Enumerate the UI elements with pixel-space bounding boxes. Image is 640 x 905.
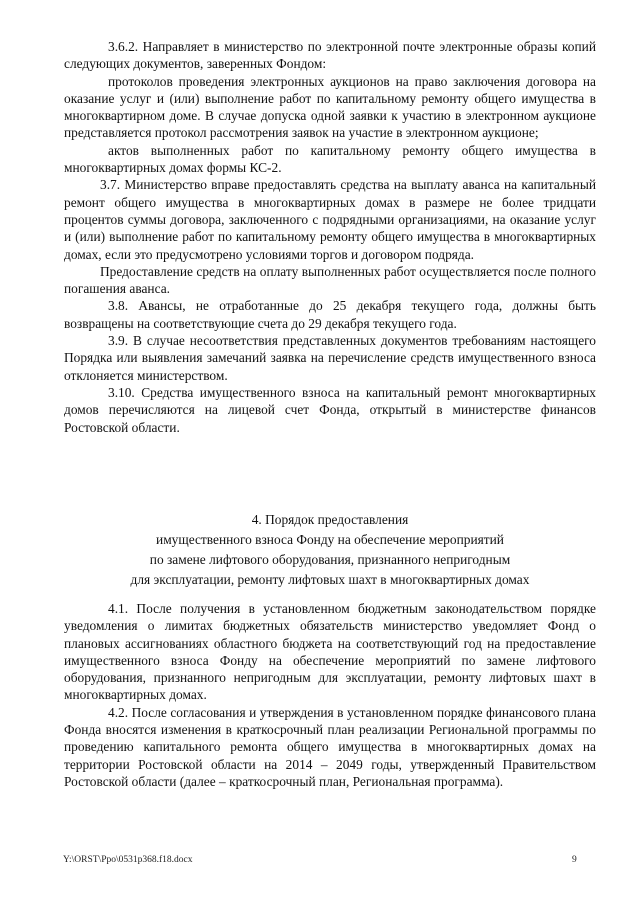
section-3-body <box>64 38 596 436</box>
footer-file-path: Y:\ORST\Ppo\0531p368.f18.docx <box>63 855 193 865</box>
heading-line-2: имущественного взноса Фонду на обеспечение мероприятий <box>156 532 504 547</box>
paragraph-3-7: 3.7. Министерство вправе предоставлять средства на выплату аванса на капитальный ремонт общего имущества в многоквартирных домах в размере не более тридцати процентов суммы договора, заключенного с подрядными организациями, на оказание услуг и (или) выполнение работ по капитальному ремонту общего имущества в многоквартирных домах, если это предусмотрено условиями торгов и договором подряда. <box>64 177 596 262</box>
paragraph-4-1: 4.1. После получения в установленном бюджетным законодательством порядке уведомления о лимитах бюджетных обязательств министерство уведомляет Фонд о плановых ассигнованиях областного бюджета на соответствующий год на предоставление имущественного взноса Фонду на обеспечение мероприятий по замене лифтового оборудования, признанного непригодным для эксплуатации, ремонту лифтовых шахт в многоквартирных домах. <box>64 601 596 703</box>
paragraph-3-6-2-acts: актов выполненных работ по капитальному ремонту общего имущества в многоквартирных домах формы КС-2. <box>64 142 596 176</box>
paragraph-3-9: 3.9. В случае несоответствия представленных документов требованиям настоящего Порядка или выявления замечаний заявка на перечисление средств имущественного взноса отклоняется министерством. <box>64 333 596 383</box>
paragraph-4-2: 4.2. После согласования и утверждения в установленном порядке финансового плана Фонда вносятся изменения в краткосрочный план реализации Региональной программы по проведению капитального ремонта общего имущества в многоквартирных домах на территории Ростовской области на 2014 – 2049 годы, утвержденный Правительством Ростовской области (далее – краткосрочный план, Региональная программа). <box>64 704 596 789</box>
paragraph-3-7-payment: Предоставление средств на оплату выполненных работ осуществляется после полного погашения аванса. <box>64 263 596 297</box>
heading-line-1: 4. Порядок предоставления <box>251 512 409 527</box>
footer-page-number: 9 <box>572 855 577 865</box>
heading-line-3: по замене лифтового оборудования, признанного непригодным <box>149 552 511 567</box>
section-4-body <box>64 600 596 790</box>
section-4-heading <box>64 510 596 590</box>
paragraph-3-6-2-protocols: протоколов проведения электронных аукционов на право заключения договора на оказание услуг и (или) выполнение работ по капитальному ремонту общего имущества в многоквартирном доме. В случае допуска одной заявки к участию в электронном аукционе представляется протокол рассмотрения заявок на участие в электронном аукционе; <box>64 73 596 141</box>
paragraph-3-6-2: 3.6.2. Направляет в министерство по электронной почте электронные образы копий следующих документов, заверенных Фондом: <box>64 39 596 72</box>
paragraph-3-10: 3.10. Средства имущественного взноса на капитальный ремонт многоквартирных домов перечисляются на лицевой счет Фонда, открытый в министерстве финансов Ростовской области. <box>64 384 596 435</box>
paragraph-3-8: 3.8. Авансы, не отработанные до 25 декабря текущего года, должны быть возвращены на соответствующие счета до 29 декабря текущего года. <box>64 298 596 331</box>
heading-line-4: для эксплуатации, ремонту лифтовых шахт в многоквартирных домах <box>130 572 530 587</box>
